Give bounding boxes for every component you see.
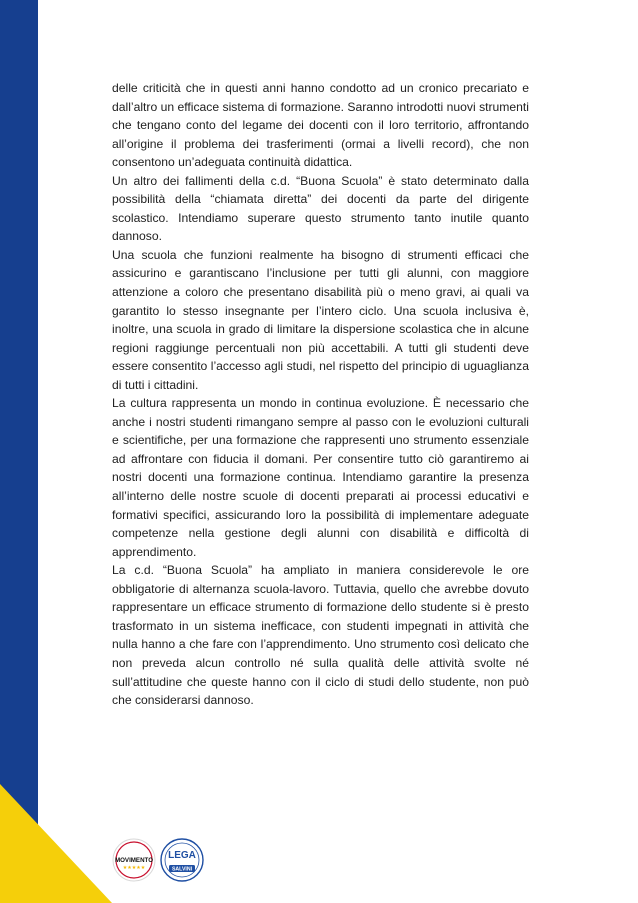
paragraph: La cultura rappresenta un mondo in continua evoluzione. È necessario che anche i nostri studenti rimangano sempre al passo con le evoluzioni culturali e scientifiche, per una formazione che rappresenti uno strumento essenziale ad affrontare con fiducia il domani. Per consentire tutto ciò garantiremo ai nostri docenti una formazione continua. Intendiamo garantire la presenza all’interno delle nostre scuole di docenti preparati ai processi educativi e formativi specifici, assicurando loro la possibilità di implementare adeguate competenze nella gestione degli alunni con disabilità e difficoltà di apprendimento. <box>112 396 529 559</box>
paragraph: delle criticità che in questi anni hanno condotto ad un cronico precariato e dall’altro un efficace sistema di formazione. Saranno introdotti nuovi strumenti che tengano conto del legame dei docenti con il loro territorio, affrontando all’origine il problema dei trasferimenti (ormai a livelli record), che non consentono un’adeguata continuità didattica. <box>112 81 529 170</box>
paragraph: Una scuola che funzioni realmente ha bisogno di strumenti efficaci che assicurino e garantiscano l’inclusione per tutti gli alunni, con maggiore attenzione a coloro che presentano disabilità più o meno gravi, ai quali va garantito lo stesso insegnante per l’intero ciclo. Una scuola inclusiva è, inoltre, una scuola in grado di limitare la dispersione scolastica che in alcune regioni raggiunge percentuali non più accettabili. A tutti gli studenti deve essere consentito l’accesso agli studi, nel rispetto del principio di uguaglianza di tutti i cittadini. <box>112 247 529 392</box>
m5s-logo-text: MOVIMENTO <box>114 857 154 864</box>
lega-salvini-logo <box>160 838 204 882</box>
paragraph: La c.d. “Buona Scuola” ha ampliato in maniera considerevole le ore obbligatorie di alternanza scuola-lavoro. Tuttavia, quello che avrebbe dovuto rappresentare un efficace strumento di formazione dello studente si è presto trasformato in un sistema inefficace, con studenti impegnati in attività che nulla hanno a che fare con l’apprendimento. Uno strumento così delicato che non preveda alcun controllo né sulla qualità delle attività svolte né sull’attitudine che queste hanno con il ciclo di studi dello studente, non può che considerarsi dannoso. <box>112 563 529 708</box>
paragraph: Un altro dei fallimenti della c.d. “Buona Scuola” è stato determinato dalla possibilità della “chiamata diretta” dei docenti da parte del dirigente scolastico. Intendiamo superare questo strumento tanto inutile quanto dannoso. <box>112 173 529 244</box>
lega-logo-subtext: SALVINI <box>171 866 193 873</box>
star-icon: ★★★★★ <box>122 865 146 871</box>
party-logos <box>108 838 204 890</box>
lega-logo-text: LEGA <box>168 850 196 861</box>
movimento-5-stelle-logo <box>112 838 156 882</box>
body-text <box>112 79 529 710</box>
